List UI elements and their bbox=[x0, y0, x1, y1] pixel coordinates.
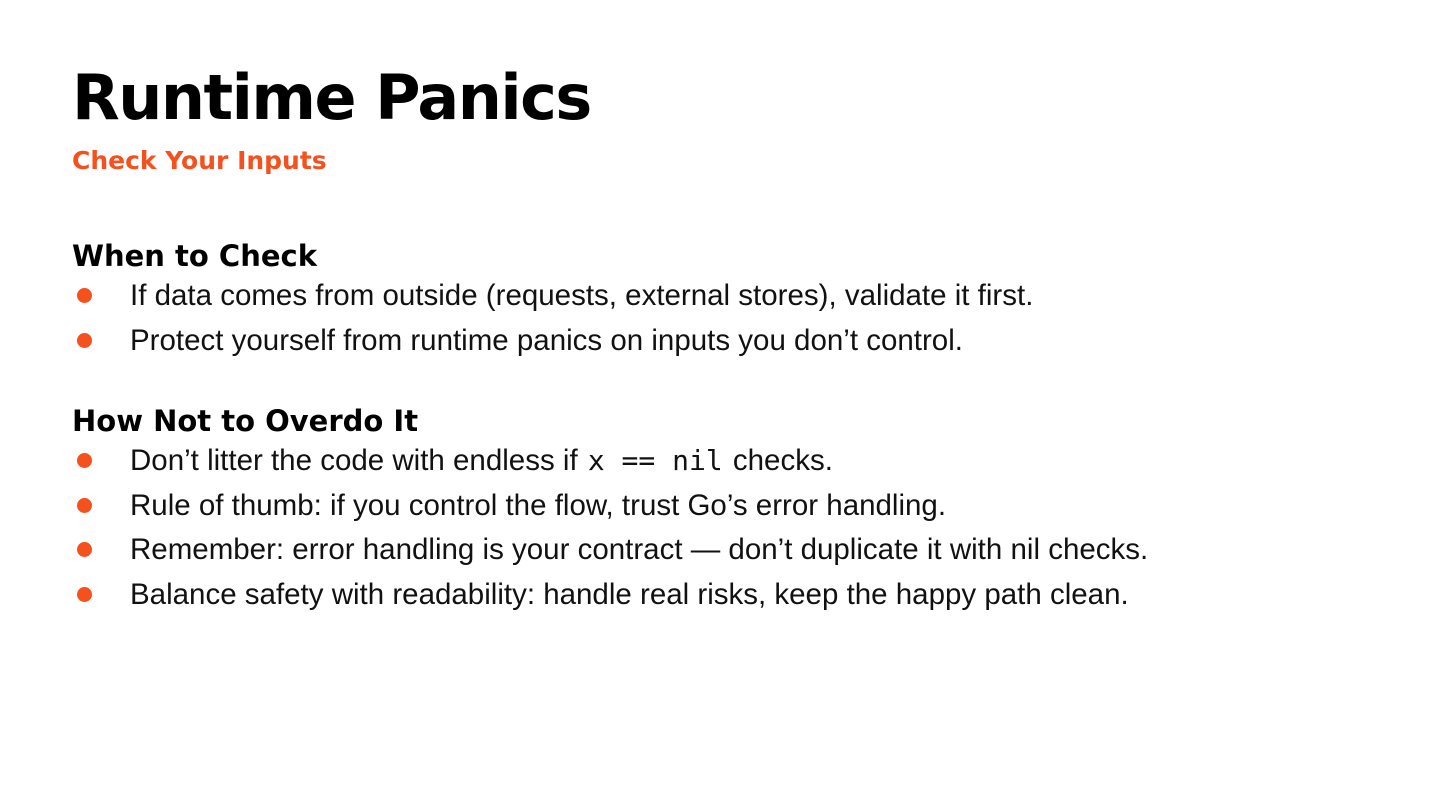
bullet-icon bbox=[77, 333, 92, 348]
bullet-text-before: Don’t litter the code with endless if bbox=[130, 444, 586, 477]
list-item bbox=[72, 528, 1392, 573]
list-item bbox=[72, 439, 1392, 484]
section-heading: When to Check bbox=[72, 239, 317, 273]
bullet-text: If data comes from outside (requests, external stores), validate it first. bbox=[130, 279, 1034, 312]
list-item bbox=[72, 319, 1392, 364]
bullet-text: Rule of thumb: if you control the flow, trust Go’s error handling. bbox=[130, 488, 947, 522]
bullet-text: Protect yourself from runtime panics on inputs you don’t control. bbox=[130, 323, 963, 357]
inline-code: x == nil bbox=[587, 444, 723, 477]
list-item bbox=[72, 573, 1392, 618]
bullet-text: Balance safety with readability: handle real risks, keep the happy path clean. bbox=[130, 577, 1129, 611]
section-how-not-to-overdo-it bbox=[72, 403, 1392, 617]
list-item bbox=[72, 484, 1392, 529]
bullet-icon bbox=[77, 587, 92, 602]
list-item bbox=[72, 274, 1392, 319]
slide-subtitle: Check Your Inputs bbox=[72, 146, 327, 175]
bullet-text-after: checks. bbox=[724, 444, 833, 477]
slide-title: Runtime Panics bbox=[72, 61, 591, 134]
bullet-icon bbox=[77, 542, 92, 557]
bullet-icon bbox=[77, 453, 92, 468]
bullet-icon bbox=[77, 498, 92, 513]
section-when-to-check bbox=[72, 238, 1392, 363]
bullet-list bbox=[72, 274, 1392, 363]
section-heading: How Not to Overdo It bbox=[72, 404, 419, 438]
bullet-icon bbox=[77, 288, 92, 303]
bullet-text: Remember: error handling is your contract — don’t duplicate it with nil checks. bbox=[130, 533, 1149, 566]
bullet-list bbox=[72, 439, 1392, 617]
